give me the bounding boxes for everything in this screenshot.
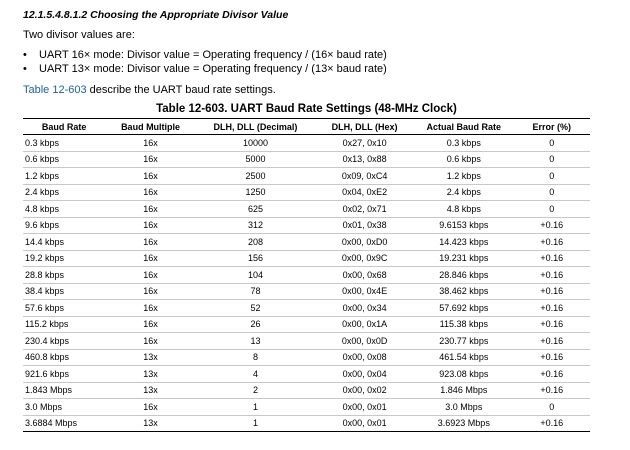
baud-multiple-cell: 16x <box>105 267 196 284</box>
table-row <box>23 300 590 317</box>
divisor-hex-cell: 0x00, 0xD0 <box>315 234 414 251</box>
divisor-decimal-cell: 13 <box>196 333 315 350</box>
baud-rate-cell: 19.2 kbps <box>23 250 105 267</box>
actual-baud-rate-cell: 3.0 Mbps <box>414 399 513 416</box>
divisor-formula-list <box>23 48 387 76</box>
baud-multiple-cell: 13x <box>105 415 196 432</box>
divisor-decimal-cell: 2 <box>196 382 315 399</box>
baud-rate-cell: 2.4 kbps <box>23 184 105 201</box>
divisor-decimal-cell: 26 <box>196 316 315 333</box>
baud-multiple-cell: 16x <box>105 201 196 218</box>
table-row <box>23 366 590 383</box>
bullet-glyph: • <box>23 63 27 75</box>
baud-rate-cell: 57.6 kbps <box>23 300 105 317</box>
bullet-glyph: • <box>23 49 27 61</box>
divisor-decimal-cell: 208 <box>196 234 315 251</box>
col-divisor-hex-header: DLH, DLL (Hex) <box>315 119 414 135</box>
divisor-hex-cell: 0x00, 0x34 <box>315 300 414 317</box>
actual-baud-rate-cell: 923.08 kbps <box>414 366 513 383</box>
divisor-decimal-cell: 2500 <box>196 168 315 185</box>
table-row <box>23 250 590 267</box>
actual-baud-rate-cell: 2.4 kbps <box>414 184 513 201</box>
divisor-hex-cell: 0x00, 0x08 <box>315 349 414 366</box>
error-percent-cell: +0.16 <box>513 283 590 300</box>
error-percent-cell: +0.16 <box>513 267 590 284</box>
baud-multiple-cell: 16x <box>105 234 196 251</box>
col-error-percent-header: Error (%) <box>513 119 590 135</box>
table-row <box>23 135 590 152</box>
col-baud-multiple-header: Baud Multiple <box>105 119 196 135</box>
actual-baud-rate-cell: 0.6 kbps <box>414 151 513 168</box>
col-actual-baud-rate-header: Actual Baud Rate <box>414 119 513 135</box>
baud-multiple-cell: 16x <box>105 168 196 185</box>
divisor-hex-cell: 0x13, 0x88 <box>315 151 414 168</box>
actual-baud-rate-cell: 1.2 kbps <box>414 168 513 185</box>
error-percent-cell: +0.16 <box>513 333 590 350</box>
section-heading: 12.1.5.4.8.1.2 Choosing the Appropriate Divisor Value <box>23 9 289 21</box>
divisor-decimal-cell: 52 <box>196 300 315 317</box>
baud-rate-cell: 3.6884 Mbps <box>23 415 105 432</box>
actual-baud-rate-cell: 230.77 kbps <box>414 333 513 350</box>
list-item <box>23 62 387 76</box>
baud-rate-cell: 38.4 kbps <box>23 283 105 300</box>
baud-multiple-cell: 13x <box>105 366 196 383</box>
baud-rate-cell: 230.4 kbps <box>23 333 105 350</box>
table-reference-link[interactable]: Table 12-603 <box>23 84 87 96</box>
divisor-decimal-cell: 312 <box>196 217 315 234</box>
baud-rate-table <box>23 118 590 432</box>
divisor-decimal-cell: 8 <box>196 349 315 366</box>
table-reference-text: describe the UART baud rate settings. <box>86 84 276 96</box>
error-percent-cell: +0.16 <box>513 300 590 317</box>
baud-rate-cell: 3.0 Mbps <box>23 399 105 416</box>
table-row <box>23 316 590 333</box>
table-row <box>23 234 590 251</box>
divisor-hex-cell: 0x01, 0x38 <box>315 217 414 234</box>
table-row <box>23 184 590 201</box>
actual-baud-rate-cell: 4.8 kbps <box>414 201 513 218</box>
error-percent-cell: 0 <box>513 184 590 201</box>
table-row <box>23 333 590 350</box>
actual-baud-rate-cell: 115.38 kbps <box>414 316 513 333</box>
divisor-decimal-cell: 5000 <box>196 151 315 168</box>
divisor-decimal-cell: 1 <box>196 415 315 432</box>
list-item <box>23 48 387 62</box>
actual-baud-rate-cell: 38.462 kbps <box>414 283 513 300</box>
divisor-decimal-cell: 4 <box>196 366 315 383</box>
error-percent-cell: 0 <box>513 135 590 152</box>
baud-rate-cell: 1.2 kbps <box>23 168 105 185</box>
actual-baud-rate-cell: 9.6153 kbps <box>414 217 513 234</box>
baud-multiple-cell: 16x <box>105 250 196 267</box>
actual-baud-rate-cell: 0.3 kbps <box>414 135 513 152</box>
divisor-hex-cell: 0x00, 0x1A <box>315 316 414 333</box>
baud-multiple-cell: 16x <box>105 300 196 317</box>
intro-text: Two divisor values are: <box>23 29 135 41</box>
baud-rate-cell: 921.6 kbps <box>23 366 105 383</box>
baud-rate-cell: 1.843 Mbps <box>23 382 105 399</box>
table-row <box>23 151 590 168</box>
baud-rate-cell: 9.6 kbps <box>23 217 105 234</box>
divisor-hex-cell: 0x02, 0x71 <box>315 201 414 218</box>
baud-multiple-cell: 16x <box>105 333 196 350</box>
error-percent-cell: 0 <box>513 151 590 168</box>
table-row <box>23 349 590 366</box>
baud-multiple-cell: 16x <box>105 399 196 416</box>
actual-baud-rate-cell: 461.54 kbps <box>414 349 513 366</box>
col-divisor-decimal-header: DLH, DLL (Decimal) <box>196 119 315 135</box>
baud-rate-cell: 28.8 kbps <box>23 267 105 284</box>
divisor-decimal-cell: 1 <box>196 399 315 416</box>
divisor-decimal-cell: 104 <box>196 267 315 284</box>
baud-multiple-cell: 16x <box>105 283 196 300</box>
bullet-text: UART 16× mode: Divisor value = Operating frequency / (16× baud rate) <box>39 49 387 61</box>
actual-baud-rate-cell: 14.423 kbps <box>414 234 513 251</box>
table-row <box>23 267 590 284</box>
error-percent-cell: +0.16 <box>513 382 590 399</box>
baud-multiple-cell: 13x <box>105 382 196 399</box>
divisor-hex-cell: 0x00, 0x01 <box>315 399 414 416</box>
table-row <box>23 382 590 399</box>
error-percent-cell: +0.16 <box>513 415 590 432</box>
divisor-decimal-cell: 625 <box>196 201 315 218</box>
divisor-hex-cell: 0x04, 0xE2 <box>315 184 414 201</box>
divisor-decimal-cell: 156 <box>196 250 315 267</box>
table-row <box>23 399 590 416</box>
actual-baud-rate-cell: 1.846 Mbps <box>414 382 513 399</box>
divisor-hex-cell: 0x00, 0x04 <box>315 366 414 383</box>
table-caption: Table 12-603. UART Baud Rate Settings (48-MHz Clock) <box>156 103 457 115</box>
baud-rate-cell: 4.8 kbps <box>23 201 105 218</box>
baud-multiple-cell: 16x <box>105 184 196 201</box>
baud-multiple-cell: 16x <box>105 135 196 152</box>
divisor-hex-cell: 0x09, 0xC4 <box>315 168 414 185</box>
error-percent-cell: 0 <box>513 168 590 185</box>
error-percent-cell: +0.16 <box>513 366 590 383</box>
baud-multiple-cell: 16x <box>105 151 196 168</box>
error-percent-cell: +0.16 <box>513 217 590 234</box>
table-row <box>23 168 590 185</box>
divisor-hex-cell: 0x00, 0x02 <box>315 382 414 399</box>
table-header <box>23 119 590 135</box>
bullet-text: UART 13× mode: Divisor value = Operating frequency / (13× baud rate) <box>39 63 387 75</box>
baud-multiple-cell: 16x <box>105 217 196 234</box>
baud-multiple-cell: 13x <box>105 349 196 366</box>
divisor-hex-cell: 0x00, 0x4E <box>315 283 414 300</box>
actual-baud-rate-cell: 3.6923 Mbps <box>414 415 513 432</box>
divisor-decimal-cell: 78 <box>196 283 315 300</box>
table-body <box>23 135 590 432</box>
table-reference-sentence <box>23 84 276 96</box>
divisor-decimal-cell: 1250 <box>196 184 315 201</box>
table-row <box>23 201 590 218</box>
col-baud-rate-header: Baud Rate <box>23 119 105 135</box>
divisor-hex-cell: 0x00, 0x01 <box>315 415 414 432</box>
divisor-hex-cell: 0x00, 0x68 <box>315 267 414 284</box>
error-percent-cell: +0.16 <box>513 316 590 333</box>
error-percent-cell: +0.16 <box>513 250 590 267</box>
divisor-decimal-cell: 10000 <box>196 135 315 152</box>
actual-baud-rate-cell: 19.231 kbps <box>414 250 513 267</box>
baud-rate-cell: 460.8 kbps <box>23 349 105 366</box>
baud-multiple-cell: 16x <box>105 316 196 333</box>
divisor-hex-cell: 0x27, 0x10 <box>315 135 414 152</box>
actual-baud-rate-cell: 57.692 kbps <box>414 300 513 317</box>
table-row <box>23 217 590 234</box>
error-percent-cell: 0 <box>513 201 590 218</box>
error-percent-cell: +0.16 <box>513 349 590 366</box>
header-row <box>23 119 590 135</box>
error-percent-cell: 0 <box>513 399 590 416</box>
actual-baud-rate-cell: 28.846 kbps <box>414 267 513 284</box>
error-percent-cell: +0.16 <box>513 234 590 251</box>
baud-rate-cell: 115.2 kbps <box>23 316 105 333</box>
baud-rate-cell: 0.3 kbps <box>23 135 105 152</box>
table-row <box>23 415 590 432</box>
divisor-hex-cell: 0x00, 0x0D <box>315 333 414 350</box>
baud-rate-cell: 14.4 kbps <box>23 234 105 251</box>
baud-rate-cell: 0.6 kbps <box>23 151 105 168</box>
table-row <box>23 283 590 300</box>
divisor-hex-cell: 0x00, 0x9C <box>315 250 414 267</box>
